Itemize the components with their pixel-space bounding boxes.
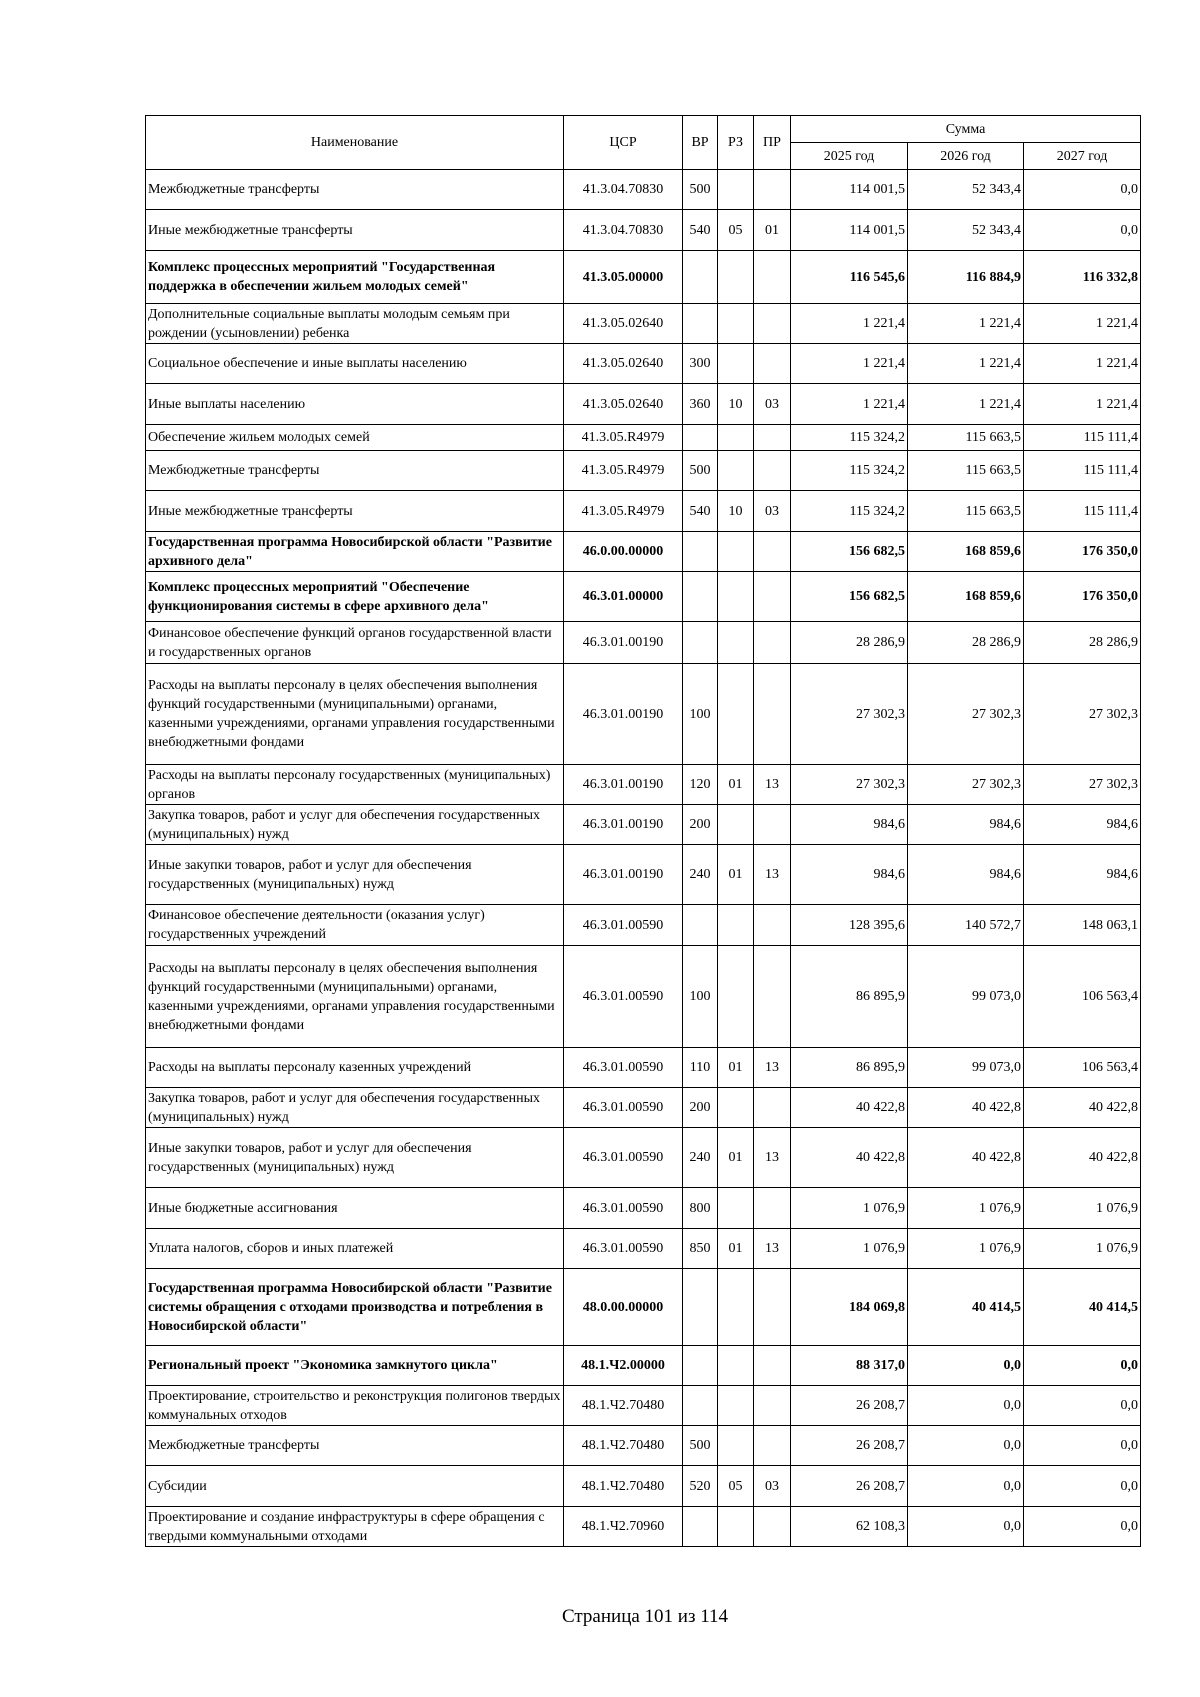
row-vr: 500 <box>683 170 718 210</box>
row-sum-2027: 984,6 <box>1024 805 1141 845</box>
row-pr: 13 <box>754 765 791 805</box>
row-sum-2025: 1 076,9 <box>791 1229 908 1269</box>
row-sum-2025: 114 001,5 <box>791 210 908 251</box>
row-pr <box>754 1346 791 1386</box>
row-pr <box>754 344 791 384</box>
table-row <box>146 304 1141 344</box>
row-sum-2025: 1 076,9 <box>791 1188 908 1229</box>
row-pr <box>754 425 791 451</box>
row-sum-2026: 115 663,5 <box>908 451 1024 491</box>
header-pr: ПР <box>754 116 791 170</box>
row-pr <box>754 532 791 572</box>
row-rz <box>718 304 754 344</box>
row-sum-2027: 0,0 <box>1024 1346 1141 1386</box>
row-rz: 01 <box>718 845 754 905</box>
row-name: Проектирование и создание инфраструктуры в сфере обращения с твердыми коммунальными отходами <box>146 1507 564 1547</box>
table-row <box>146 1466 1141 1507</box>
row-name: Расходы на выплаты персоналу государственных (муниципальных) органов <box>146 765 564 805</box>
row-sum-2025: 115 324,2 <box>791 491 908 532</box>
row-vr: 520 <box>683 1466 718 1507</box>
row-name: Межбюджетные трансферты <box>146 170 564 210</box>
header-csr: ЦСР <box>564 116 683 170</box>
row-pr: 01 <box>754 210 791 251</box>
row-csr: 48.1.Ч2.00000 <box>564 1346 683 1386</box>
row-sum-2027: 40 414,5 <box>1024 1269 1141 1346</box>
row-name: Расходы на выплаты персоналу в целях обеспечения выполнения функций государственными (муниципальными) органами, казенными учреждениями, органами управления государственными внебюджетными фондами <box>146 664 564 765</box>
row-sum-2026: 99 073,0 <box>908 1048 1024 1088</box>
row-pr <box>754 251 791 304</box>
row-sum-2027: 27 302,3 <box>1024 664 1141 765</box>
table-row <box>146 805 1141 845</box>
table-row <box>146 845 1141 905</box>
row-sum-2026: 168 859,6 <box>908 572 1024 622</box>
row-csr: 48.1.Ч2.70960 <box>564 1507 683 1547</box>
row-vr <box>683 1386 718 1426</box>
row-sum-2026: 984,6 <box>908 845 1024 905</box>
row-vr: 360 <box>683 384 718 425</box>
row-rz <box>718 905 754 946</box>
row-vr <box>683 304 718 344</box>
row-sum-2025: 26 208,7 <box>791 1386 908 1426</box>
table-row <box>146 170 1141 210</box>
row-rz <box>718 532 754 572</box>
row-rz <box>718 1346 754 1386</box>
row-csr: 41.3.04.70830 <box>564 170 683 210</box>
row-pr <box>754 622 791 664</box>
row-sum-2025: 86 895,9 <box>791 1048 908 1088</box>
row-csr: 48.1.Ч2.70480 <box>564 1386 683 1426</box>
row-sum-2025: 88 317,0 <box>791 1346 908 1386</box>
row-sum-2027: 1 076,9 <box>1024 1229 1141 1269</box>
row-sum-2026: 0,0 <box>908 1426 1024 1466</box>
row-name: Региональный проект "Экономика замкнутого цикла" <box>146 1346 564 1386</box>
row-name: Комплекс процессных мероприятий "Государственная поддержка в обеспечении жильем молодых семей" <box>146 251 564 304</box>
row-csr: 46.3.01.00590 <box>564 946 683 1048</box>
row-sum-2026: 28 286,9 <box>908 622 1024 664</box>
row-rz <box>718 572 754 622</box>
row-sum-2027: 148 063,1 <box>1024 905 1141 946</box>
row-rz <box>718 1269 754 1346</box>
row-rz: 10 <box>718 384 754 425</box>
row-vr: 110 <box>683 1048 718 1088</box>
row-csr: 46.3.01.00590 <box>564 1048 683 1088</box>
row-vr <box>683 1269 718 1346</box>
table-row <box>146 1128 1141 1188</box>
row-name: Иные выплаты населению <box>146 384 564 425</box>
row-rz <box>718 1426 754 1466</box>
table-row <box>146 251 1141 304</box>
row-sum-2027: 1 076,9 <box>1024 1188 1141 1229</box>
row-sum-2027: 0,0 <box>1024 1466 1141 1507</box>
row-csr: 41.3.05.02640 <box>564 304 683 344</box>
budget-sheet <box>145 115 1141 1547</box>
table-row <box>146 491 1141 532</box>
row-name: Закупка товаров, работ и услуг для обеспечения государственных (муниципальных) нужд <box>146 1088 564 1128</box>
row-pr: 13 <box>754 1048 791 1088</box>
row-sum-2027: 40 422,8 <box>1024 1128 1141 1188</box>
row-vr <box>683 532 718 572</box>
row-sum-2027: 116 332,8 <box>1024 251 1141 304</box>
row-sum-2025: 115 324,2 <box>791 451 908 491</box>
header-rz: РЗ <box>718 116 754 170</box>
row-csr: 46.3.01.00590 <box>564 1229 683 1269</box>
row-pr: 03 <box>754 1466 791 1507</box>
row-sum-2025: 1 221,4 <box>791 344 908 384</box>
row-sum-2025: 984,6 <box>791 805 908 845</box>
row-sum-2027: 176 350,0 <box>1024 572 1141 622</box>
row-vr <box>683 905 718 946</box>
table-row <box>146 210 1141 251</box>
table-row <box>146 425 1141 451</box>
row-sum-2027: 1 221,4 <box>1024 344 1141 384</box>
row-name: Обеспечение жильем молодых семей <box>146 425 564 451</box>
table-row <box>146 1386 1141 1426</box>
row-sum-2025: 40 422,8 <box>791 1088 908 1128</box>
table-row <box>146 451 1141 491</box>
row-vr: 200 <box>683 1088 718 1128</box>
row-pr <box>754 664 791 765</box>
table-row <box>146 1269 1141 1346</box>
row-rz <box>718 170 754 210</box>
row-sum-2027: 40 422,8 <box>1024 1088 1141 1128</box>
row-pr: 13 <box>754 1229 791 1269</box>
row-csr: 41.3.05.02640 <box>564 384 683 425</box>
row-csr: 46.0.00.00000 <box>564 532 683 572</box>
row-name: Расходы на выплаты персоналу казенных учреждений <box>146 1048 564 1088</box>
row-name: Межбюджетные трансферты <box>146 1426 564 1466</box>
row-vr: 120 <box>683 765 718 805</box>
row-sum-2026: 1 221,4 <box>908 344 1024 384</box>
row-sum-2026: 1 221,4 <box>908 384 1024 425</box>
table-row <box>146 1048 1141 1088</box>
row-sum-2025: 156 682,5 <box>791 532 908 572</box>
header-sum: Сумма <box>791 116 1141 143</box>
row-sum-2027: 27 302,3 <box>1024 765 1141 805</box>
table-row <box>146 1229 1141 1269</box>
table-row <box>146 572 1141 622</box>
row-sum-2027: 0,0 <box>1024 1507 1141 1547</box>
row-pr <box>754 946 791 1048</box>
row-vr: 100 <box>683 664 718 765</box>
row-pr: 03 <box>754 384 791 425</box>
table-header <box>146 116 1141 170</box>
budget-table <box>145 115 1141 1547</box>
row-sum-2027: 115 111,4 <box>1024 491 1141 532</box>
row-csr: 41.3.05.00000 <box>564 251 683 304</box>
row-name: Иные межбюджетные трансферты <box>146 491 564 532</box>
row-sum-2026: 40 422,8 <box>908 1088 1024 1128</box>
row-sum-2025: 62 108,3 <box>791 1507 908 1547</box>
row-sum-2026: 116 884,9 <box>908 251 1024 304</box>
row-rz <box>718 622 754 664</box>
row-csr: 46.3.01.00190 <box>564 622 683 664</box>
row-csr: 46.3.01.00590 <box>564 1188 683 1229</box>
row-vr: 240 <box>683 1128 718 1188</box>
row-rz <box>718 1507 754 1547</box>
row-pr: 13 <box>754 845 791 905</box>
table-row <box>146 622 1141 664</box>
row-pr <box>754 1507 791 1547</box>
row-sum-2027: 0,0 <box>1024 210 1141 251</box>
row-pr <box>754 805 791 845</box>
row-rz <box>718 1088 754 1128</box>
row-sum-2026: 0,0 <box>908 1386 1024 1426</box>
row-sum-2026: 115 663,5 <box>908 425 1024 451</box>
row-rz: 10 <box>718 491 754 532</box>
row-sum-2027: 0,0 <box>1024 170 1141 210</box>
row-rz <box>718 251 754 304</box>
table-row <box>146 946 1141 1048</box>
row-sum-2025: 27 302,3 <box>791 765 908 805</box>
row-sum-2026: 168 859,6 <box>908 532 1024 572</box>
row-rz: 01 <box>718 1048 754 1088</box>
row-csr: 46.3.01.00590 <box>564 905 683 946</box>
row-csr: 46.3.01.00190 <box>564 805 683 845</box>
row-vr <box>683 425 718 451</box>
row-csr: 41.3.05.R4979 <box>564 425 683 451</box>
row-sum-2026: 27 302,3 <box>908 664 1024 765</box>
row-sum-2027: 115 111,4 <box>1024 451 1141 491</box>
row-name: Иные межбюджетные трансферты <box>146 210 564 251</box>
row-sum-2027: 28 286,9 <box>1024 622 1141 664</box>
row-name: Уплата налогов, сборов и иных платежей <box>146 1229 564 1269</box>
row-sum-2025: 27 302,3 <box>791 664 908 765</box>
row-sum-2025: 28 286,9 <box>791 622 908 664</box>
row-csr: 48.0.00.00000 <box>564 1269 683 1346</box>
row-sum-2026: 984,6 <box>908 805 1024 845</box>
row-rz <box>718 1386 754 1426</box>
row-csr: 46.3.01.00190 <box>564 664 683 765</box>
row-name: Иные закупки товаров, работ и услуг для обеспечения государственных (муниципальных) нужд <box>146 845 564 905</box>
row-sum-2025: 116 545,6 <box>791 251 908 304</box>
row-sum-2025: 1 221,4 <box>791 384 908 425</box>
row-rz: 01 <box>718 1128 754 1188</box>
row-sum-2025: 26 208,7 <box>791 1466 908 1507</box>
row-sum-2025: 156 682,5 <box>791 572 908 622</box>
row-sum-2027: 1 221,4 <box>1024 304 1141 344</box>
table-row <box>146 664 1141 765</box>
header-vr: ВР <box>683 116 718 170</box>
row-sum-2027: 0,0 <box>1024 1426 1141 1466</box>
row-sum-2026: 99 073,0 <box>908 946 1024 1048</box>
table-row <box>146 1426 1141 1466</box>
row-sum-2026: 1 076,9 <box>908 1188 1024 1229</box>
row-rz <box>718 805 754 845</box>
row-rz <box>718 344 754 384</box>
row-sum-2027: 984,6 <box>1024 845 1141 905</box>
row-sum-2027: 106 563,4 <box>1024 1048 1141 1088</box>
row-pr <box>754 905 791 946</box>
page-number: Страница 101 из 114 <box>561 1606 729 1627</box>
row-pr <box>754 1088 791 1128</box>
row-csr: 46.3.01.00190 <box>564 845 683 905</box>
header-year-2025: 2025 год <box>791 143 908 170</box>
row-vr: 300 <box>683 344 718 384</box>
table-body <box>146 170 1141 1547</box>
row-sum-2026: 40 422,8 <box>908 1128 1024 1188</box>
row-pr <box>754 1188 791 1229</box>
row-name: Иные закупки товаров, работ и услуг для обеспечения государственных (муниципальных) нужд <box>146 1128 564 1188</box>
row-pr <box>754 572 791 622</box>
row-sum-2027: 0,0 <box>1024 1386 1141 1426</box>
row-name: Комплекс процессных мероприятий "Обеспечение функционирования системы в сфере архивного дела" <box>146 572 564 622</box>
row-name: Дополнительные социальные выплаты молодым семьям при рождении (усыновлении) ребенка <box>146 304 564 344</box>
row-vr: 200 <box>683 805 718 845</box>
row-sum-2026: 1 221,4 <box>908 304 1024 344</box>
row-name: Проектирование, строительство и реконструкция полигонов твердых коммунальных отходов <box>146 1386 564 1426</box>
row-vr: 500 <box>683 451 718 491</box>
row-sum-2025: 86 895,9 <box>791 946 908 1048</box>
row-sum-2025: 40 422,8 <box>791 1128 908 1188</box>
row-csr: 46.3.01.00590 <box>564 1128 683 1188</box>
row-sum-2025: 26 208,7 <box>791 1426 908 1466</box>
row-sum-2027: 176 350,0 <box>1024 532 1141 572</box>
row-csr: 46.3.01.00590 <box>564 1088 683 1128</box>
row-rz <box>718 664 754 765</box>
row-name: Межбюджетные трансферты <box>146 451 564 491</box>
row-rz <box>718 1188 754 1229</box>
row-vr: 240 <box>683 845 718 905</box>
row-vr: 850 <box>683 1229 718 1269</box>
row-vr <box>683 1346 718 1386</box>
table-row <box>146 1507 1141 1547</box>
row-sum-2026: 0,0 <box>908 1346 1024 1386</box>
row-rz <box>718 451 754 491</box>
row-pr: 03 <box>754 491 791 532</box>
table-row <box>146 1188 1141 1229</box>
table-row <box>146 384 1141 425</box>
row-rz <box>718 425 754 451</box>
row-name: Финансовое обеспечение деятельности (оказания услуг) государственных учреждений <box>146 905 564 946</box>
row-csr: 48.1.Ч2.70480 <box>564 1466 683 1507</box>
row-rz: 05 <box>718 1466 754 1507</box>
row-sum-2026: 115 663,5 <box>908 491 1024 532</box>
row-vr: 800 <box>683 1188 718 1229</box>
row-sum-2027: 1 221,4 <box>1024 384 1141 425</box>
table-row <box>146 1088 1141 1128</box>
row-name: Социальное обеспечение и иные выплаты населению <box>146 344 564 384</box>
row-pr <box>754 304 791 344</box>
table-row <box>146 905 1141 946</box>
row-vr: 100 <box>683 946 718 1048</box>
row-vr <box>683 622 718 664</box>
row-csr: 48.1.Ч2.70480 <box>564 1426 683 1466</box>
row-name: Государственная программа Новосибирской области "Развитие архивного дела" <box>146 532 564 572</box>
row-sum-2025: 115 324,2 <box>791 425 908 451</box>
row-pr <box>754 170 791 210</box>
row-sum-2025: 114 001,5 <box>791 170 908 210</box>
row-sum-2026: 140 572,7 <box>908 905 1024 946</box>
row-pr <box>754 1426 791 1466</box>
row-rz: 01 <box>718 1229 754 1269</box>
row-sum-2027: 106 563,4 <box>1024 946 1141 1048</box>
row-pr: 13 <box>754 1128 791 1188</box>
header-name: Наименование <box>146 116 564 170</box>
row-sum-2026: 40 414,5 <box>908 1269 1024 1346</box>
row-sum-2027: 115 111,4 <box>1024 425 1141 451</box>
table-row <box>146 765 1141 805</box>
row-name: Субсидии <box>146 1466 564 1507</box>
row-rz <box>718 946 754 1048</box>
row-csr: 41.3.04.70830 <box>564 210 683 251</box>
row-sum-2026: 52 343,4 <box>908 210 1024 251</box>
row-rz: 01 <box>718 765 754 805</box>
row-sum-2026: 52 343,4 <box>908 170 1024 210</box>
row-vr <box>683 1507 718 1547</box>
row-name: Государственная программа Новосибирской области "Развитие системы обращения с отходами производства и потребления в Новосибирской области" <box>146 1269 564 1346</box>
row-pr <box>754 1386 791 1426</box>
table-row <box>146 532 1141 572</box>
row-pr <box>754 1269 791 1346</box>
row-sum-2026: 1 076,9 <box>908 1229 1024 1269</box>
row-sum-2025: 984,6 <box>791 845 908 905</box>
row-csr: 46.3.01.00000 <box>564 572 683 622</box>
row-csr: 41.3.05.R4979 <box>564 451 683 491</box>
row-name: Закупка товаров, работ и услуг для обеспечения государственных (муниципальных) нужд <box>146 805 564 845</box>
row-name: Финансовое обеспечение функций органов государственной власти и государственных органов <box>146 622 564 664</box>
row-pr <box>754 451 791 491</box>
row-name: Иные бюджетные ассигнования <box>146 1188 564 1229</box>
row-vr <box>683 251 718 304</box>
row-csr: 41.3.05.02640 <box>564 344 683 384</box>
row-name: Расходы на выплаты персоналу в целях обеспечения выполнения функций государственными (муниципальными) органами, казенными учреждениями, органами управления государственными внебюджетными фондами <box>146 946 564 1048</box>
header-year-2026: 2026 год <box>908 143 1024 170</box>
row-csr: 46.3.01.00190 <box>564 765 683 805</box>
row-csr: 41.3.05.R4979 <box>564 491 683 532</box>
row-vr: 540 <box>683 210 718 251</box>
row-sum-2026: 0,0 <box>908 1507 1024 1547</box>
table-row <box>146 1346 1141 1386</box>
row-sum-2026: 27 302,3 <box>908 765 1024 805</box>
row-sum-2026: 0,0 <box>908 1466 1024 1507</box>
row-rz: 05 <box>718 210 754 251</box>
header-year-2027: 2027 год <box>1024 143 1141 170</box>
row-sum-2025: 128 395,6 <box>791 905 908 946</box>
table-row <box>146 344 1141 384</box>
row-vr: 540 <box>683 491 718 532</box>
row-vr <box>683 572 718 622</box>
row-sum-2025: 1 221,4 <box>791 304 908 344</box>
row-vr: 500 <box>683 1426 718 1466</box>
row-sum-2025: 184 069,8 <box>791 1269 908 1346</box>
